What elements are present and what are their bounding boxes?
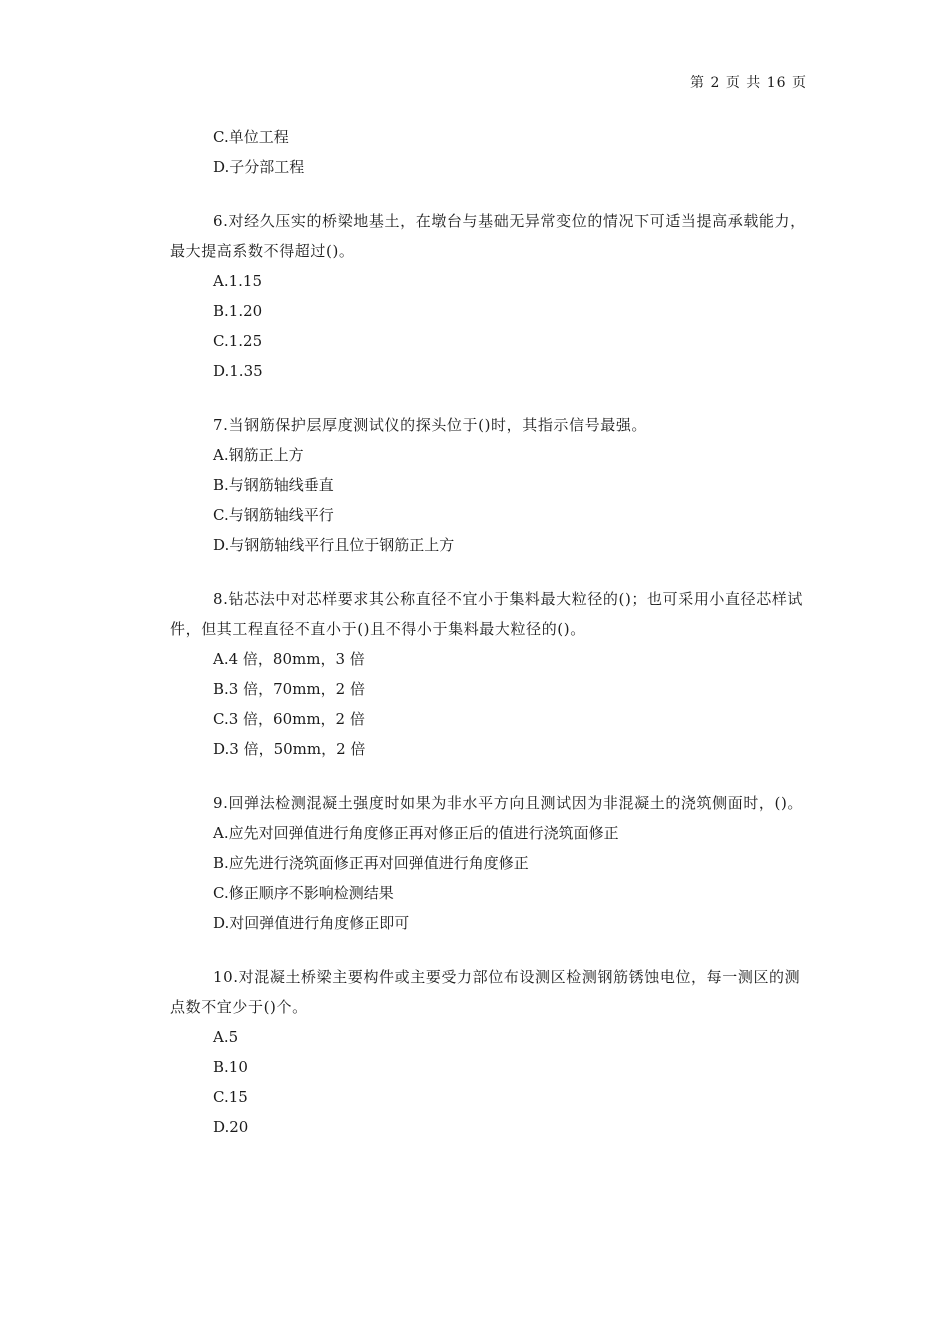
question-stem: 9.回弹法检测混凝土强度时如果为非水平方向且测试因为非混凝土的浇筑侧面时，()。 — [213, 794, 804, 812]
option-d: D.3 倍，50mm，2 倍 — [213, 740, 366, 758]
question-stem: 8.钻芯法中对芯样要求其公称直径不宜小于集料最大粒径的()；也可采用小直径芯样试件，但其工程直径不直小于()且不得小于集料最大粒径的()。 — [170, 590, 804, 638]
question-9 — [170, 788, 810, 938]
option-c: C.单位工程 — [213, 128, 289, 146]
document-body — [170, 122, 810, 1142]
option-c: C.与钢筋轴线平行 — [213, 506, 334, 524]
option-b: B.1.20 — [213, 302, 263, 320]
option-b: B.与钢筋轴线垂直 — [213, 476, 334, 494]
question-stem: 7.当钢筋保护层厚度测试仪的探头位于()时，其指示信号最强。 — [213, 416, 648, 434]
option-c: C.3 倍，60mm，2 倍 — [213, 710, 365, 728]
question-7 — [170, 410, 810, 560]
question-stem: 10.对混凝土桥梁主要构件或主要受力部位布设测区检测钢筋锈蚀电位，每一测区的测点数不宜少于()个。 — [170, 968, 801, 1016]
option-d: D.对回弹值进行角度修正即可 — [213, 914, 410, 932]
option-d: D.20 — [213, 1118, 249, 1136]
option-a: A.4 倍，80mm，3 倍 — [213, 650, 365, 668]
option-d: D.与钢筋轴线平行且位于钢筋正上方 — [213, 536, 455, 554]
option-c: C.1.25 — [213, 332, 263, 350]
question-8 — [170, 584, 810, 764]
carryover-options — [170, 122, 810, 182]
option-d: D.1.35 — [213, 362, 263, 380]
page-number-header: 第 2 页 共 16 页 — [690, 75, 807, 91]
option-d: D.子分部工程 — [213, 158, 305, 176]
option-b: B.10 — [213, 1058, 248, 1076]
question-10 — [170, 962, 810, 1142]
option-b: B.应先进行浇筑面修正再对回弹值进行角度修正 — [213, 854, 529, 872]
option-a: A.钢筋正上方 — [213, 446, 304, 464]
option-c: C.15 — [213, 1088, 248, 1106]
question-stem: 6.对经久压实的桥梁地基土，在墩台与基础无异常变位的情况下可适当提高承载能力，最大提高系数不得超过()。 — [170, 212, 806, 260]
option-a: A.应先对回弹值进行角度修正再对修正后的值进行浇筑面修正 — [213, 824, 619, 842]
option-b: B.3 倍，70mm，2 倍 — [213, 680, 365, 698]
option-a: A.5 — [213, 1028, 239, 1046]
option-a: A.1.15 — [213, 272, 262, 290]
question-6 — [170, 206, 810, 386]
option-c: C.修正顺序不影响检测结果 — [213, 884, 394, 902]
